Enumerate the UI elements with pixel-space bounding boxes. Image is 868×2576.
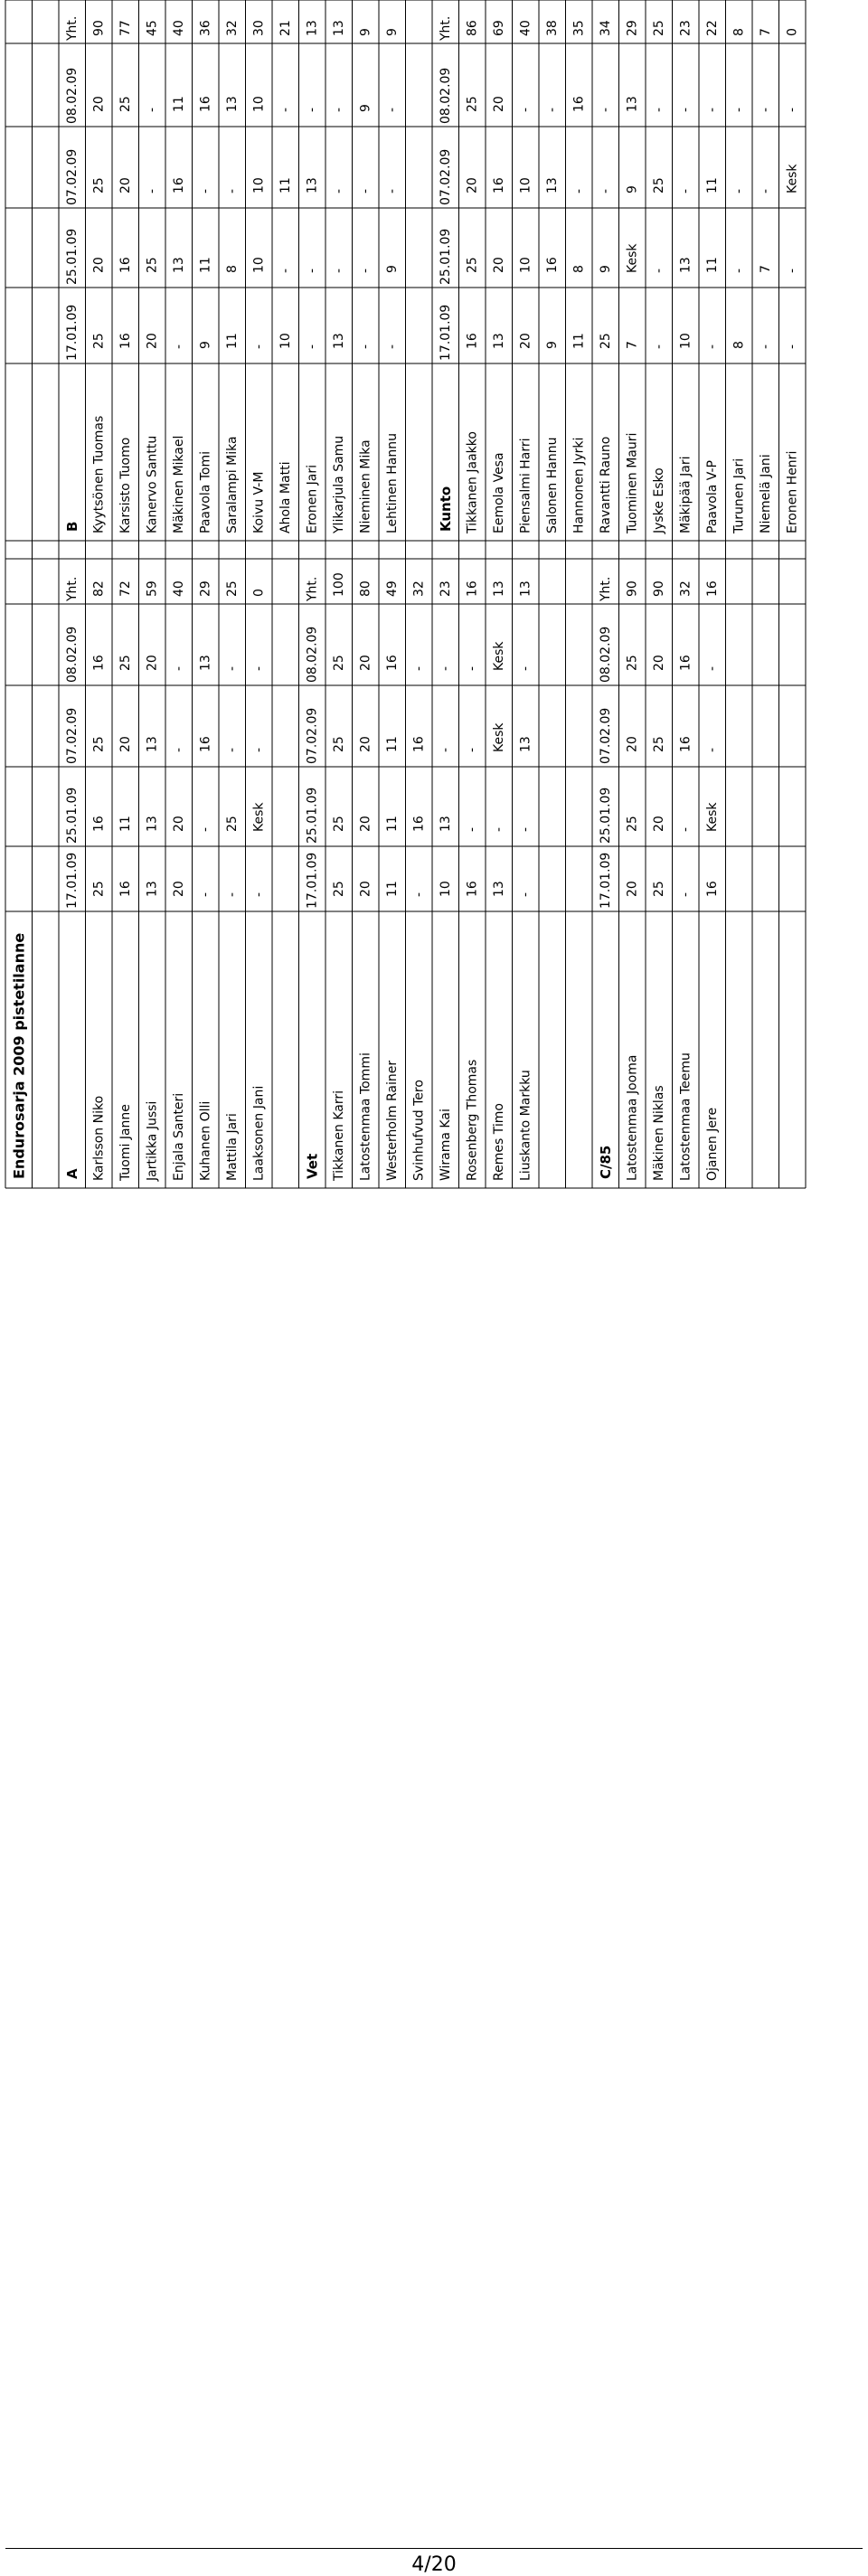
score-cell: 16	[118, 881, 133, 897]
score-cell: -	[518, 107, 533, 112]
class-heading: Vet	[304, 1153, 321, 1179]
score-cell: 25	[118, 655, 133, 671]
total-cell: 13	[331, 20, 346, 36]
score-cell: -	[438, 747, 453, 752]
score-cell: -	[785, 268, 800, 273]
score-cell: 16	[118, 257, 133, 273]
score-cell: 25	[91, 333, 107, 349]
score-cell: -	[704, 107, 720, 112]
score-cell: 25	[331, 816, 346, 832]
rider-name: Latostenmaa Jooma	[625, 1054, 640, 1181]
score-cell: 16	[571, 96, 587, 112]
rider-name: Saralampi Mika	[224, 436, 240, 533]
date-header: 08.02.09	[598, 626, 613, 683]
score-cell: -	[145, 107, 160, 112]
score-cell: 25	[331, 736, 346, 752]
score-cell: -	[278, 107, 293, 112]
score-cell: -	[384, 188, 400, 193]
rider-name: Mattila Jari	[224, 1113, 240, 1181]
score-cell: 20	[145, 333, 160, 349]
score-cell: -	[785, 344, 800, 349]
rider-name: Kuhanen Olli	[198, 1100, 213, 1181]
rider-name: Koivu V-M	[251, 471, 267, 533]
score-cell: 20	[358, 736, 373, 752]
score-cell: 20	[491, 96, 506, 112]
score-cell: -	[758, 107, 773, 112]
rider-name: Eronen Henri	[785, 450, 800, 533]
total-cell: 80	[358, 580, 373, 597]
score-cell: 25	[625, 655, 640, 671]
score-cell: 25	[91, 736, 107, 752]
date-header: 17.01.09	[64, 304, 80, 361]
score-cell: 25	[118, 96, 133, 112]
score-cell: Kesk	[704, 802, 720, 832]
date-header: 17.01.09	[598, 852, 613, 909]
total-cell: 32	[224, 20, 240, 36]
score-cell: -	[198, 188, 213, 193]
score-cell: 20	[358, 816, 373, 832]
total-cell: 40	[518, 20, 533, 36]
score-cell: 25	[91, 881, 107, 897]
rider-name: Paavola Tomi	[198, 450, 213, 533]
total-cell: 40	[171, 20, 186, 36]
rider-name: Hannonen Jyrki	[571, 437, 587, 533]
score-cell: 20	[358, 655, 373, 671]
rider-name: Mäkipää Jari	[678, 456, 693, 533]
total-cell: 13	[491, 580, 506, 597]
rider-name: Kanervo Santtu	[145, 435, 160, 533]
score-cell: -	[251, 344, 267, 349]
rider-name: Remes Timo	[491, 1103, 506, 1181]
total-cell: 59	[145, 580, 160, 597]
score-cell: 11	[704, 177, 720, 193]
date-header: 08.02.09	[438, 67, 453, 124]
score-cell: 13	[491, 333, 506, 349]
date-header: 08.02.09	[305, 626, 320, 683]
score-cell: -	[358, 344, 373, 349]
total-cell: 29	[198, 580, 213, 597]
score-cell: 7	[758, 265, 773, 273]
score-cell: 13	[331, 333, 346, 349]
score-cell: -	[251, 892, 267, 897]
score-cell: -	[518, 892, 533, 897]
score-cell: 20	[118, 736, 133, 752]
score-cell: 13	[145, 881, 160, 897]
rider-name: Tuomi Janne	[118, 1104, 133, 1181]
total-cell: 7	[758, 28, 773, 36]
score-cell: 25	[651, 177, 666, 193]
score-cell: 9	[544, 341, 560, 349]
score-cell: -	[678, 188, 693, 193]
score-cell: 9	[358, 104, 373, 112]
score-cell: 16	[171, 177, 186, 193]
score-cell: 10	[438, 881, 453, 897]
total-cell: 8	[731, 28, 747, 36]
score-cell: -	[411, 892, 427, 897]
rider-name: Tikkanen Karri	[331, 1090, 346, 1181]
score-cell: 9	[598, 265, 613, 273]
page-number: 4/20	[411, 2553, 457, 2576]
score-cell: 20	[118, 177, 133, 193]
score-cell: 11	[198, 257, 213, 273]
score-cell: 13	[224, 96, 240, 112]
score-cell: -	[465, 826, 480, 832]
total-cell: 30	[251, 20, 267, 36]
score-cell: 20	[625, 736, 640, 752]
score-cell: 10	[251, 177, 267, 193]
total-header: Yht.	[598, 576, 613, 601]
total-header: Yht.	[64, 576, 80, 601]
sheet-text	[10, 16, 799, 1182]
total-cell: 90	[91, 20, 107, 36]
score-cell: -	[731, 107, 747, 112]
date-header: 07.02.09	[598, 707, 613, 764]
total-cell: 40	[171, 580, 186, 597]
score-cell: -	[171, 665, 186, 671]
rider-name: Ravantti Rauno	[598, 436, 613, 533]
score-cell: 8	[224, 265, 240, 273]
score-cell: -	[651, 344, 666, 349]
score-cell: 10	[678, 333, 693, 349]
score-cell: 16	[411, 736, 427, 752]
score-cell: 10	[251, 257, 267, 273]
total-cell: 35	[571, 20, 587, 36]
total-cell: 21	[278, 20, 293, 36]
score-cell: 11	[224, 333, 240, 349]
score-cell: -	[198, 826, 213, 832]
score-cell: 20	[91, 96, 107, 112]
score-cell: 13	[625, 96, 640, 112]
score-cell: -	[331, 268, 346, 273]
score-cell: 25	[224, 816, 240, 832]
score-cell: -	[678, 826, 693, 832]
score-cell: 11	[704, 257, 720, 273]
score-cell: -	[145, 188, 160, 193]
page-rule	[5, 2548, 863, 2549]
total-cell: 9	[384, 28, 400, 36]
score-cell: 11	[571, 333, 587, 349]
score-cell: 13	[171, 257, 186, 273]
score-cell: 20	[491, 257, 506, 273]
score-cell: -	[224, 188, 240, 193]
rider-name: Eronen Jari	[305, 464, 320, 533]
score-cell: 16	[91, 655, 107, 671]
score-cell: 10	[251, 96, 267, 112]
score-cell: 16	[491, 177, 506, 193]
rider-name: Jyske Esko	[651, 467, 666, 533]
rider-name: Svinhufvud Tero	[411, 1080, 427, 1181]
rider-name: Laaksonen Jani	[251, 1085, 267, 1181]
score-cell: 11	[171, 96, 186, 112]
score-cell: -	[251, 747, 267, 752]
score-cell: Kesk	[491, 722, 506, 752]
total-header: Yht.	[305, 576, 320, 601]
score-cell: 20	[145, 655, 160, 671]
score-cell: Kesk	[625, 243, 640, 273]
score-cell: 16	[704, 881, 720, 897]
total-cell: 16	[704, 580, 720, 597]
score-cell: 16	[384, 655, 400, 671]
score-cell: 25	[91, 177, 107, 193]
score-cell: 13	[491, 881, 506, 897]
score-cell: -	[651, 268, 666, 273]
rider-name: Tuominen Mauri	[625, 432, 640, 533]
score-cell: -	[224, 665, 240, 671]
score-cell: -	[491, 826, 506, 832]
score-cell: 16	[198, 736, 213, 752]
total-cell: 25	[224, 580, 240, 597]
rider-name: Mäkinen Mikael	[171, 435, 186, 533]
score-cell: -	[305, 344, 320, 349]
date-header: 08.02.09	[64, 67, 80, 124]
rider-name: Tikkanen Jaakko	[465, 431, 480, 533]
score-cell: -	[278, 268, 293, 273]
score-cell: 25	[331, 655, 346, 671]
class-heading: Kunto	[437, 486, 454, 532]
score-cell: 16	[678, 655, 693, 671]
score-cell: -	[704, 747, 720, 752]
score-cell: -	[544, 107, 560, 112]
rider-name: Westerholm Rainer	[384, 1060, 400, 1181]
score-cell: 7	[625, 341, 640, 349]
total-cell: 90	[651, 580, 666, 597]
rider-name: Latostenmaa Tommi	[358, 1052, 373, 1181]
total-cell: 22	[704, 20, 720, 36]
class-heading: C/85	[597, 1145, 614, 1179]
date-header: 07.02.09	[305, 707, 320, 764]
rider-name: Ahola Matti	[278, 461, 293, 533]
score-cell: -	[358, 268, 373, 273]
score-cell: -	[171, 344, 186, 349]
total-cell: 77	[118, 20, 133, 36]
score-cell: 25	[465, 257, 480, 273]
score-cell: 13	[305, 177, 320, 193]
score-cell: 16	[411, 816, 427, 832]
score-cell: 16	[118, 333, 133, 349]
score-cell: 13	[145, 816, 160, 832]
score-cell: -	[785, 107, 800, 112]
rider-name: Mäkinen Niklas	[651, 1085, 666, 1181]
date-header: 25.01.09	[598, 787, 613, 844]
total-cell: 13	[518, 580, 533, 597]
score-cell: Kesk	[251, 802, 267, 832]
rider-name: Enjala Santeri	[171, 1092, 186, 1181]
score-cell: 11	[384, 881, 400, 897]
score-cell: -	[651, 107, 666, 112]
total-cell: 49	[384, 580, 400, 597]
total-cell: 82	[91, 580, 107, 597]
score-cell: 8	[731, 341, 747, 349]
rider-name: Jartikka Jussi	[145, 1100, 160, 1181]
score-cell: 25	[598, 333, 613, 349]
score-cell: 9	[198, 341, 213, 349]
score-cell: -	[465, 747, 480, 752]
score-cell: 13	[678, 257, 693, 273]
score-cell: 20	[465, 177, 480, 193]
score-cell: -	[198, 892, 213, 897]
score-cell: -	[678, 107, 693, 112]
total-cell: 23	[678, 20, 693, 36]
score-cell: -	[251, 665, 267, 671]
score-cell: -	[598, 188, 613, 193]
score-cell: 20	[358, 881, 373, 897]
total-cell: 29	[625, 20, 640, 36]
score-cell: 9	[384, 265, 400, 273]
score-cell: -	[171, 747, 186, 752]
rider-name: Piensalmi Harri	[518, 438, 533, 533]
score-cell: 9	[625, 185, 640, 193]
rider-name: Latostenmaa Teemu	[678, 1052, 693, 1181]
rider-name: Niemelä Jani	[758, 454, 773, 533]
class-heading: B	[63, 521, 80, 532]
class-heading: A	[63, 1168, 80, 1179]
score-cell: 11	[118, 816, 133, 832]
score-cell: 25	[145, 257, 160, 273]
rider-name: Liuskanto Markku	[518, 1070, 533, 1181]
date-header: 17.01.09	[64, 852, 80, 909]
score-cell: -	[518, 826, 533, 832]
score-cell: -	[384, 344, 400, 349]
score-cell: 20	[651, 655, 666, 671]
score-cell: 10	[518, 177, 533, 193]
score-cell: -	[598, 107, 613, 112]
date-header: 07.02.09	[64, 148, 80, 205]
total-cell: 23	[438, 580, 453, 597]
rider-name: Rosenberg Thomas	[465, 1059, 480, 1181]
rider-name: Salonen Hannu	[544, 437, 560, 533]
total-cell: 32	[678, 580, 693, 597]
date-header: 08.02.09	[64, 626, 80, 683]
rider-name: Paavola V-P	[704, 460, 720, 533]
score-cell: -	[224, 747, 240, 752]
score-cell: -	[305, 268, 320, 273]
total-cell: 86	[465, 20, 480, 36]
rider-name: Turunen Jari	[731, 458, 747, 533]
score-cell: 13	[518, 736, 533, 752]
score-cell: 20	[91, 257, 107, 273]
score-cell: 20	[518, 333, 533, 349]
total-cell: 0	[251, 589, 267, 597]
total-cell: 100	[331, 572, 346, 597]
total-cell: 36	[198, 20, 213, 36]
total-cell: 13	[305, 20, 320, 36]
score-cell: 13	[145, 736, 160, 752]
score-cell: 13	[198, 655, 213, 671]
date-header: 07.02.09	[64, 707, 80, 764]
total-cell: 25	[651, 20, 666, 36]
score-cell: 8	[571, 265, 587, 273]
score-cell: 10	[518, 257, 533, 273]
score-cell: -	[758, 188, 773, 193]
page-footer	[0, 1269, 868, 2576]
score-cell: -	[758, 344, 773, 349]
score-cell: 11	[384, 816, 400, 832]
score-cell: -	[731, 268, 747, 273]
score-cell: -	[224, 892, 240, 897]
total-cell: 69	[491, 20, 506, 36]
date-header: 25.01.09	[305, 787, 320, 844]
rider-name: Ylikarjula Samu	[331, 435, 346, 533]
score-cell: -	[465, 665, 480, 671]
score-cell: 20	[651, 816, 666, 832]
score-cell: 20	[171, 881, 186, 897]
score-cell: 13	[544, 177, 560, 193]
rider-name: Karsisto Tuomo	[118, 437, 133, 533]
total-cell: 90	[625, 580, 640, 597]
score-cell: -	[305, 107, 320, 112]
score-cell: 11	[384, 736, 400, 752]
score-cell: -	[704, 665, 720, 671]
score-cell: 25	[651, 736, 666, 752]
score-cell: -	[384, 107, 400, 112]
date-header: 25.01.09	[64, 787, 80, 844]
score-cell: -	[571, 188, 587, 193]
rider-name: Karlsson Niko	[91, 1095, 107, 1181]
score-cell: Kesk	[491, 641, 506, 671]
score-cell: -	[411, 665, 427, 671]
score-cell: -	[331, 188, 346, 193]
score-cell: -	[358, 188, 373, 193]
score-cell: 16	[678, 736, 693, 752]
score-cell: -	[731, 188, 747, 193]
total-header: Yht.	[64, 15, 80, 41]
score-cell: -	[331, 107, 346, 112]
score-cell: -	[438, 665, 453, 671]
date-header: 25.01.09	[64, 228, 80, 285]
rider-name: Ojanen Jere	[704, 1107, 720, 1181]
score-cell: -	[518, 665, 533, 671]
score-cell: 25	[651, 881, 666, 897]
score-cell: 20	[625, 881, 640, 897]
total-cell: 16	[465, 580, 480, 597]
score-cell: 11	[278, 177, 293, 193]
total-cell: 32	[411, 580, 427, 597]
total-cell: 45	[145, 20, 160, 36]
score-cell: -	[704, 344, 720, 349]
score-cell: 16	[465, 881, 480, 897]
total-cell: 38	[544, 20, 560, 36]
score-cell: 16	[544, 257, 560, 273]
date-header: 07.02.09	[438, 148, 453, 205]
score-cell: 16	[91, 816, 107, 832]
date-header: 25.01.09	[438, 228, 453, 285]
score-cell: 25	[331, 881, 346, 897]
score-cell: Kesk	[785, 164, 800, 193]
score-cell: -	[678, 892, 693, 897]
date-header: 17.01.09	[438, 304, 453, 361]
rider-name: Eemola Vesa	[491, 452, 506, 533]
total-cell: 72	[118, 580, 133, 597]
score-cell: 10	[278, 333, 293, 349]
rider-name: Kyytsönen Tuomas	[91, 415, 107, 533]
score-cell: 25	[625, 816, 640, 832]
date-header: 17.01.09	[305, 852, 320, 909]
total-header: Yht.	[438, 15, 453, 41]
rider-name: Lehtinen Hannu	[384, 433, 400, 533]
score-cell: 16	[198, 96, 213, 112]
total-cell: 0	[785, 28, 800, 36]
score-cell: 20	[171, 816, 186, 832]
score-cell: 13	[438, 816, 453, 832]
sheet-title: Endurosarja 2009 pistetilanne	[10, 932, 28, 1179]
total-cell: 34	[598, 20, 613, 36]
rider-name: Wirama Kai	[438, 1109, 453, 1181]
score-cell: 25	[465, 96, 480, 112]
rider-name: Nieminen Mika	[358, 439, 373, 533]
score-cell: 16	[465, 333, 480, 349]
total-cell: 9	[358, 28, 373, 36]
